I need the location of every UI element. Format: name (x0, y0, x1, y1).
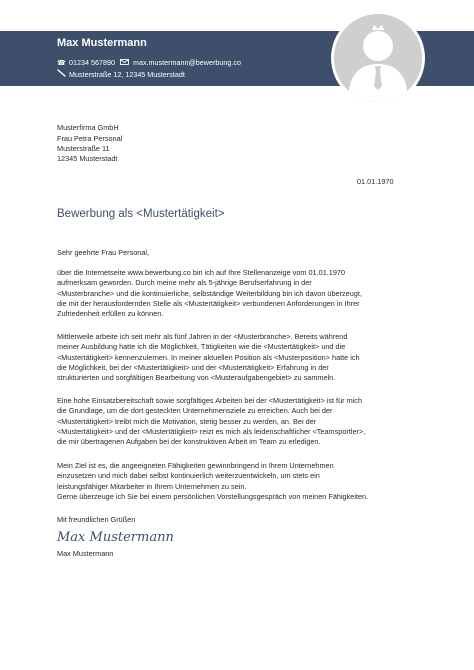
email-address[interactable]: max.mustermann@bewerbung.co (132, 58, 241, 67)
letter-subject: Bewerbung als <Mustertätigkeit> (57, 208, 225, 220)
body-line: Mittlerweile arbeite ich seit mehr als fünf Jahren in der <Musterbranche>. Bereits während (57, 332, 348, 341)
body-line: die Grundlage, um die dort gesteckten Unternehmensziele zu erreichen. Auch bei der (57, 406, 333, 416)
body-line: die mir übertragenen Aufgaben bei der konstruktiven Arbeit im Team zu erledigen. (57, 437, 321, 447)
recipient-city: 12345 Musterstadt (57, 154, 118, 163)
body-line: die Möglichkeit, bei der <Mustertätigkeit> und der <Mustertätigkeit> Erfahrung in der (57, 362, 329, 372)
body-line: <Musterbranche> und die kontinuierliche, selbständige Weiterbildung bin ich davon überzeugt, (57, 288, 362, 298)
body-line: Mein Ziel ist es, die angeeigneten Fähigkeiten gewinnbringend in Ihrem Unternehmen (57, 461, 334, 470)
profile-photo (331, 11, 425, 105)
body-line: <Mustertätigkeit> kennenzulernen. In meiner aktuellen Position als <Musterposition> hatte ich (57, 352, 360, 362)
body-line: einzusetzen und mich dabei selbst kontinuierlich weiterzuentwickeln, um stets ein (57, 471, 320, 481)
body-line: die mit der herausfordernden Stelle als <Mustertätigkeit> verbundenen Anforderungen in Ihrer (57, 298, 360, 308)
body-line: Zufriedenheit erfüllen zu können. (57, 309, 164, 319)
letter-date: 01.01.1970 (357, 177, 394, 186)
sender-name: Max Mustermann (57, 37, 147, 49)
body-line: über die Internetseite www.bewerbung.co bin ich auf Ihre Stellenanzeige vom 01.01.1970 (57, 268, 346, 277)
recipient-contact: Frau Petra Personal (57, 134, 123, 143)
body-line: Gerne überzeuge ich Sie bei einem persönlichen Vorstellungsgespräch von meinen Fähigkeiten. (57, 491, 369, 501)
body-line: strukturierten und sorgfältigen Bearbeitung von <Musteraufgabengebiet> zu sammeln. (57, 373, 336, 383)
contact-phone-email-row (57, 58, 241, 67)
body-line: aufmerksam geworden. Durch meine mehr als 5-jährige Berufserfahrung in der (57, 278, 312, 288)
location-icon (57, 69, 69, 79)
email-icon (120, 58, 129, 67)
contact-address-row (57, 69, 185, 79)
postal-address: Musterstraße 12, 12345 Musterstadt (69, 69, 185, 79)
phone-icon: ☎ (57, 59, 66, 67)
recipient-company: Musterfirma GmbH (57, 123, 119, 132)
profile-placeholder-icon (334, 14, 422, 102)
body-line: meiner Ausbildung hatte ich die Möglichkeit, Tätigkeiten wie die <Mustertätigkeit> und die (57, 342, 346, 352)
phone-number: 01234 567890 (69, 58, 115, 67)
recipient-street: Musterstraße 11 (57, 144, 110, 153)
body-line: leistungsfähiger Mitarbeiter in Ihrem Unternehmen zu sein. (57, 481, 247, 491)
body-line: <Mustertätigkeit> und der <Mustertätigkeit> reizt es mich als leidenschaftlicher <Teamsportler>, (57, 426, 366, 436)
closing: Mit freundlichen Grüßen (57, 515, 136, 524)
body-line: Eine hohe Einsatzbereitschaft sowie sorgfältiges Arbeiten bei der <Mustertätigkeit> ist für mich (57, 396, 363, 405)
handwritten-signature: Max Mustermann (57, 530, 174, 545)
body-line: <Mustertätigkeit> treibt mich die Motivation, stetig besser zu werden, an. Bei der (57, 416, 317, 426)
salutation: Sehr geehrte Frau Personal, (57, 248, 150, 257)
signer-name: Max Mustermann (57, 549, 114, 558)
